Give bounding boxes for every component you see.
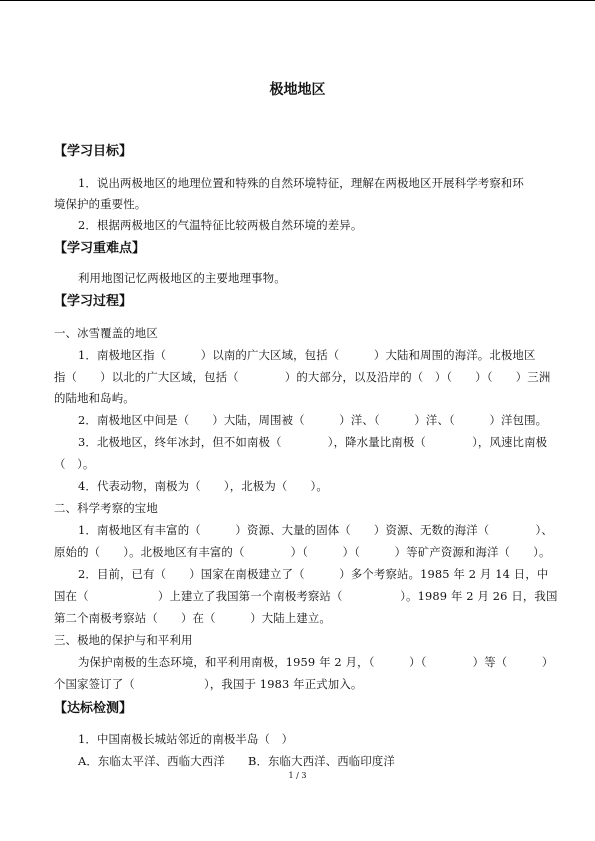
q1-line-2: 指（ ）以北的广大区域，包括（ ）的大部分，以及沿岸的（ ）（ ）（ ）三洲 xyxy=(54,370,551,384)
subheading-1: 一、冰雪覆盖的地区 xyxy=(54,326,158,340)
subheading-3: 三、极地的保护与和平利用 xyxy=(54,633,193,647)
q4: 4．代表动物，南极为（ ），北极为（ ）。 xyxy=(78,479,328,493)
goal-1-line-1: 1．说出两极地区的地理位置和特殊的自然环境特征，理解在两极地区开展科学考察和环 xyxy=(78,176,524,190)
section-heading-test: 【达标检测】 xyxy=(54,701,133,716)
test-question-1: 1．中国南极长城站邻近的南极半岛（ ） xyxy=(78,732,294,746)
r1-line-1: 为保护南极的生态环境，和平利用南极，1959 年 2 月，（ ）（ ）等（ ） xyxy=(78,655,554,669)
q1-line-1: 1．南极地区指（ ）以南的广大区域，包括（ ）大陆和周围的海洋。北极地区 xyxy=(78,348,536,362)
s2-line-1: 2．目前，已有（ ）国家在南极建立了（ ）多个考察站。1985 年 2 月 14 日，中 xyxy=(78,567,549,581)
q2: 2．南极地区中间是（ ）大陆，周围被（ ）洋、（ ）洋、（ ）洋包围。 xyxy=(78,413,548,427)
goal-2: 2．根据两极地区的气温特征比较两极自然环境的差异。 xyxy=(78,218,363,232)
header-rule xyxy=(0,0,595,1)
r1-line-2: 个国家签订了（ ），我国于 1983 年正式加入。 xyxy=(54,677,363,691)
s1-line-1: 1．南极地区有丰富的（ ）资源、大量的固体（ ）资源、无数的海洋（ ）、 xyxy=(78,523,553,537)
s1-line-2: 原始的（ ）。北极地区有丰富的（ ）（ ）（ ）等矿产资源和海洋（ ）。 xyxy=(54,545,551,559)
q3-line-1: 3．北极地区，终年冰封，但不如南极（ ），降水量比南极（ ），风速比南极 xyxy=(78,435,548,449)
s2-line-3: 第二个南极考察站（ ）在（ ）大陆上建立。 xyxy=(54,611,331,625)
s2-line-2: 国在（ ）上建立了我国第一个南极考察站（ ）。1989 年 2 月 26 日，我国 xyxy=(54,589,558,603)
section-heading-process: 【学习过程】 xyxy=(54,294,133,309)
test-question-1-options: A．东临太平洋、西临大西洋 B．东临大西洋、西临印度洋 xyxy=(78,754,395,768)
page-title: 极地地区 xyxy=(269,82,326,98)
key-point: 利用地图记忆两极地区的主要地理事物。 xyxy=(78,271,286,285)
subheading-2: 二、科学考察的宝地 xyxy=(54,501,158,515)
goal-1-line-2: 境保护的重要性。 xyxy=(54,197,147,211)
section-heading-key: 【学习重难点】 xyxy=(54,241,146,256)
q3-line-2: （ ）。 xyxy=(54,457,95,471)
section-heading-goals: 【学习目标】 xyxy=(54,144,133,159)
page-number: 1 / 3 xyxy=(288,771,307,780)
q1-line-3: 的陆地和岛屿。 xyxy=(54,391,135,405)
